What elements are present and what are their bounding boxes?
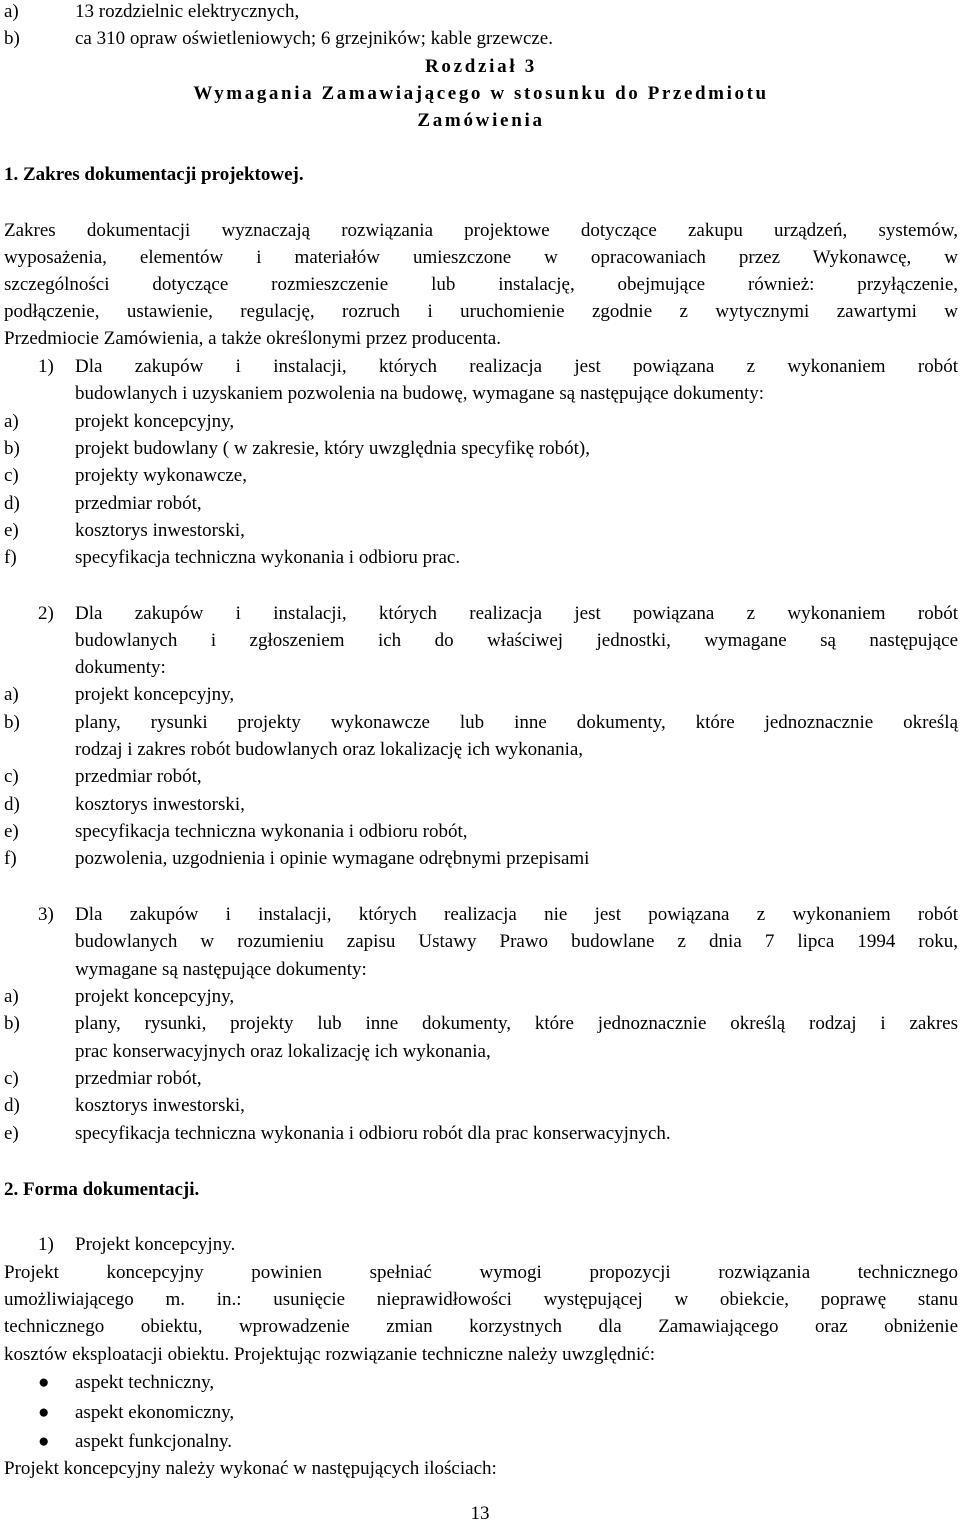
numbered-item-continued: budowlanych i zgłoszeniem ich do właściwej jednostki, wymagane są następujące: [75, 630, 958, 651]
bullet-icon: ●: [38, 1431, 50, 1452]
chapter-subtitle: Wymagania Zamawiającego w stosunku do Przedmiotu: [193, 83, 769, 104]
numbered-item-continued: dokumenty:: [75, 657, 166, 678]
paragraph-line: podłączenie, ustawienie, regulację, rozruch i uruchomienie zgodnie z wytycznymi zawartymi w: [4, 301, 958, 322]
paragraph-line: Zakres dokumentacji wyznaczają rozwiązania projektowe dotyczące zakupu urządzeń, systemów,: [4, 220, 958, 241]
numbered-item-continued: budowlanych i uzyskaniem pozwolenia na budowę, wymagane są następujące dokumenty:: [75, 383, 765, 404]
paragraph-line: Projekt koncepcyjny powinien spełniać wymogi propozycji rozwiązania technicznego: [4, 1262, 958, 1283]
numbered-item-continued: wymagane są następujące dokumenty:: [75, 959, 367, 980]
chapter-title: Rozdział 3: [425, 56, 537, 77]
page-number: 13: [470, 1503, 490, 1524]
paragraph-line: technicznego obiektu, wprowadzenie zmian korzystnych dla Zamawiającego oraz obniżenie: [4, 1316, 958, 1337]
list-item-continued: rodzaj i zakres robót budowlanych oraz lokalizację ich wykonania,: [75, 739, 584, 760]
paragraph-line: wyposażenia, elementów i materiałów umieszczone w opracowaniach przez Wykonawcę, w: [4, 247, 958, 268]
paragraph-line: kosztów eksploatacji obiektu. Projektując rozwiązanie techniczne należy uwzględnić:: [4, 1344, 656, 1365]
bullet-icon: ●: [38, 1372, 50, 1393]
paragraph-line: umożliwiającego m. in.: usunięcie nieprawidłowości występującej w obiekcie, poprawę stanu: [4, 1289, 958, 1310]
numbered-item-continued: budowlanych w rozumieniu zapisu Ustawy Prawo budowlane z dnia 7 lipca 1994 roku,: [75, 931, 958, 952]
bullet-icon: ●: [38, 1402, 50, 1423]
paragraph-line: szczególności dotyczące rozmieszczenie lub instalację, obejmujące również: przyłączenie,: [4, 274, 958, 295]
section-heading: 1. Zakres dokumentacji projektowej.: [4, 164, 304, 185]
paragraph-line: Przedmiocie Zamówienia, a także określonymi przez producenta.: [4, 328, 501, 349]
section-heading: 2. Forma dokumentacji.: [4, 1179, 200, 1200]
list-item-continued: prac konserwacyjnych oraz lokalizację ich wykonania,: [75, 1041, 491, 1062]
document-page: a) 13 rozdzielnic elektrycznych, b) ca 310 opraw oświetleniowych; 6 grzejników; kable grzewcze. Rozdział 3 Wymagania Zamawiającego w stosunku do Przedmiotu Zamówienia 1. Zakres dokumentacji projektowej. Zakres dokumentacji wyznaczają rozwiązania projektowe dotyczące zakupu urządzeń, systemów, wyposażenia, elementów i materiałów umieszczone w opracowaniach przez Wykonawcę, w szczególności dotyczące rozmieszczenie lub instalację, obejmujące również: przyłączenie, podłączenie, ustawienie, regulację, rozruch i uruchomienie zgodnie z wytycznymi zawartymi w Przedmiocie Zamówienia, a także określonymi przez producenta. 1) Dla zakupów i instalacji, których realizacja jest powiązana z wykonaniem robót budowlanych i uzyskaniem pozwolenia na budowę, wymagane są następujące dokumenty: a) projekt koncepcyjny, b) projekt budowlany ( w zakresie, który uwzględnia specyfikę robót), c) projekty wykonawcze, d) przedmiar robót, e) kosztorys inwestorski, f) specyfikacja techniczna wykonania i odbioru prac. 2) Dla zakupów i instalacji, których realizacja jest powiązana z wykonaniem robót budowlanych i zgłoszeniem ich do właściwej jednostki, wymagane są następujące dokumenty: a) projekt koncepcyjny, b) plany, rysunki projekty wykonawcze lub inne dokumenty, które jednoznacznie określą rodzaj i zakres robót budowlanych oraz lokalizację ich wykonania, c) przedmiar robót, d) kosztorys inwestorski, e) specyfikacja techniczna wykonania i odbioru robót, f) pozwolenia, uzgodnienia i opinie wymagane odrębnymi przepisami 3) Dla zakupów i instalacji, których realizacja nie jest powiązana z wykonaniem robót budowlanych w rozumieniu zapisu Ustawy Prawo budowlane z dnia 7 lipca 1994 roku, wymagane są następujące dokumenty: a) projekt koncepcyjny, b) plany, rysunki, projekty lub inne dokumenty, które jednoznacznie określą rodzaj i zakres prac konserwacyjnych oraz lokalizację ich wykonania, c) przedmiar robót, d) kosztorys inwestorski, e) specyfikacja techniczna wykonania i odbioru robót dla prac konserwacyjnych. 2. Forma dokumentacji. 1) Projekt koncepcyjny. Projekt koncepcyjny powinien spełniać wymogi propozycji rozwiązania technicznego umożliwiającego m. in.: usunięcie nieprawidłowości występującej w obiekcie, poprawę stanu technicznego obiektu, wprowadzenie zmian korzystnych dla Zamawiającego oraz obniżenie kosztów eksploatacji obiektu. Projektując rozwiązanie techniczne należy uwzględnić: ● aspekt techniczny, ● aspekt ekonomiczny, ● aspekt funkcjonalny. Projekt koncepcyjny należy wykonać w następujących ilościach: 13: [0, 0, 960, 1524]
paragraph-line: Projekt koncepcyjny należy wykonać w następujących ilościach:: [4, 1458, 497, 1479]
chapter-subtitle-continued: Zamówienia: [417, 110, 545, 131]
